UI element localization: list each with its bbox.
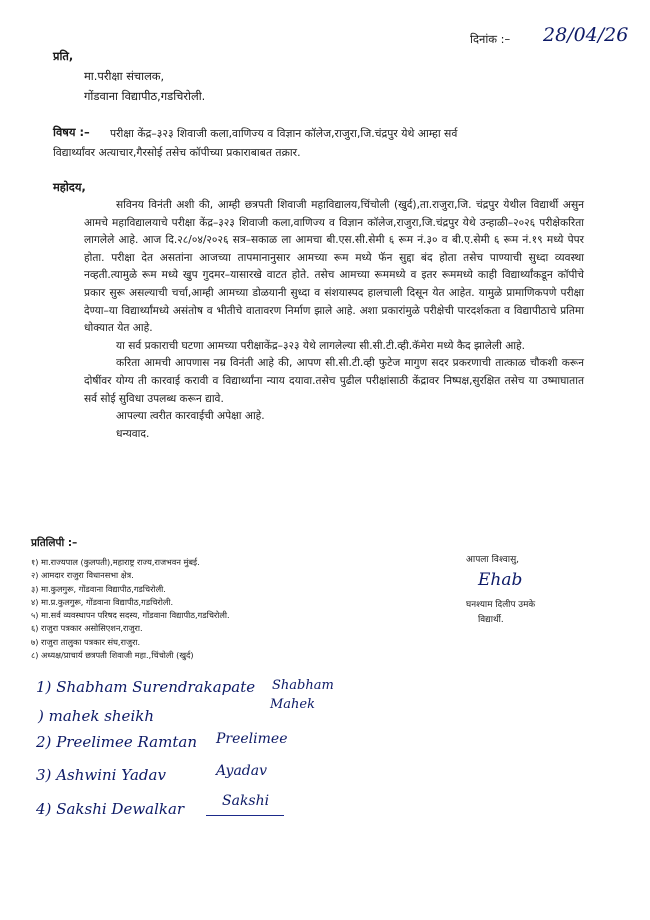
- student-name: Sakshi Dewalkar: [56, 800, 185, 818]
- body-paragraph-1: सविनय विनंती अशी की, आम्ही छत्रपती शिवाजी महाविद्यालय,चिंचोली (खुर्द),ता.राजुरा,जि. चंद्रपुर येथील विद्यार्थी असुन आमचे महाविद्यालयाचे परीक्षा केंद्र–३२३ शिवाजी कला,वाणिज्य व विज्ञान कॉलेज,राजुरा,जि.चंद्रपुर येथे उन्हाळी–२०२६ परीक्षेकरिता लागलेले आहे. आज दि.२८/०४/२०२६ सत्र–सकाळ ला आमचा बी.एस.सी.सेमी ६ रूम नं.३० व बी.ए.सेमी ६ रूम नं.१९ मध्ये पेपर होता. परीक्षा देत असतांना आजच्या तापमानानुसार आमच्या रूम मध्ये फॅन सुद्दा बंद होता तसेच पाण्याची सुध्दा व्यवस्था नव्हती.त्यामुळे रूम मध्ये खुप गुदमर–यासारखे वाटत होते. तसेच आमच्या रूममध्ये व इतर रूममध्ये काही विद्यार्थ्यांकडून कॉपीचे प्रकार सुरू असल्याची चर्चा,आम्ही आमच्या डोळयानी सुध्दा व संशयास्पद हालचाली दिसून येत आहेत. यामुळे प्रामाणिकपणे परीक्षा देण्या–या विद्यार्थ्यांमध्ये असंतोष व भीतीचे वातावरण निर्माण झाले आहे. अशा प्रकारांमुळे परीक्षेची पारदर्शकता व विद्यापीठाचे प्रतिमा धोक्यात येत आहे.: [84, 199, 584, 335]
- copy-item: ७) राजुरा तालुका पत्रकार संघ,राजुरा.: [31, 636, 141, 647]
- recipient-line1: मा.परीक्षा संचालक,: [84, 69, 165, 83]
- student-row: ) mahek sheikh: [38, 707, 154, 725]
- subject-line2: विद्यार्थ्यांवर अत्याचार,गैरसोई तसेच कॉपीच्या प्रकाराबाबत तक्रार.: [53, 146, 301, 159]
- copy-item: ६) राजुरा पत्रकार असोसिएशन,राजुरा.: [31, 623, 143, 634]
- copies-title: प्रतिलिपी :–: [31, 537, 78, 549]
- copy-item: ४) मा.प्र.कुलगुरू, गोंडवाना विद्यापीठ,गडचिरोली.: [31, 596, 174, 607]
- subject-label: विषय :–: [53, 125, 90, 139]
- student-signature: Ayadav: [216, 763, 268, 779]
- recipient-to: प्रति,: [53, 49, 74, 63]
- recipient-line2: गोंडवाना विद्यापीठ,गडचिरोली.: [84, 89, 206, 103]
- salutation: महोदय,: [53, 180, 86, 194]
- date-label: दिनांक :–: [470, 32, 511, 46]
- copy-item: २) आमदार राजुरा विधानसभा क्षेत्र.: [31, 570, 134, 581]
- student-signature: Shabham: [272, 678, 334, 693]
- student-name: Preelimee Ramtan: [56, 733, 197, 751]
- body-paragraph-5: धन्यवाद.: [116, 427, 150, 440]
- student-name: mahek sheikh: [48, 707, 154, 725]
- signature-underline: [206, 815, 284, 816]
- student-signature: Preelimee: [216, 731, 288, 747]
- signatory-role: विद्यार्थी.: [478, 615, 504, 625]
- signatory-name: घनश्याम दिलीप उमके: [466, 600, 536, 610]
- student-row: 3) Ashwini Yadav: [36, 766, 166, 784]
- student-name: Ashwini Yadav: [56, 766, 166, 784]
- student-signature: Sakshi: [222, 793, 270, 809]
- student-row: 2) Preelimee Ramtan: [36, 733, 197, 751]
- student-signature: Mahek: [270, 697, 316, 712]
- copy-item: ८) अध्यक्ष/प्राचार्य छत्रपती शिवाजी महा.,चिंचोली (खुर्द): [31, 650, 194, 661]
- copies-list: [31, 556, 230, 662]
- copy-item: १) मा.राज्यपाल (कुलपती),महाराष्ट्र राज्य,राजभवन मुंबई.: [31, 557, 200, 567]
- body-paragraph-3: करिता आमची आपणास नम्र विनंती आहे की, आपण सी.सी.टी.व्ही फुटेज मागुण सदर प्रकरणाची तात्काळ चौकशी करून दोषींवर योग्य ती कारवाई करावी व विद्यार्थ्यांना न्याय दयावा.तसेच पुढील परीक्षांसाठी केंद्रावर निष्पक्ष,सुरक्षित तसेच या उष्माघातात सर्व सोई सुविधा उपलब्ध करून द्यावे.: [84, 357, 584, 405]
- student-row: 1) Shabham Surendrakapate: [36, 678, 256, 696]
- letter-body: [84, 197, 584, 443]
- body-paragraph-4: आपल्या त्वरीत कारवाईची अपेक्षा आहे.: [116, 410, 265, 423]
- copy-item: ३) मा.कुलगुरू, गोंडवाना विद्यापीठ,गडचिरोली.: [31, 583, 166, 594]
- date-handwritten: 28/04/26: [543, 24, 629, 46]
- body-paragraph-2: या सर्व प्रकाराची घटणा आमच्या परीक्षाकेंद्र–३२३ येथे लागलेल्या सी.सी.टी.व्ही.कॅमेरा मध्ये कैद झालेली आहे.: [116, 339, 526, 352]
- student-name: Shabham Surendrakapate: [56, 678, 256, 696]
- signature-main: Ehab: [478, 570, 523, 590]
- closing: आपला विश्वासु,: [466, 555, 520, 565]
- copy-item: ५) मा.सर्व व्यवस्थापन परिषद सदस्य, गोंडवाना विद्यापीठ,गडचिरोली.: [31, 610, 230, 621]
- subject-line1: परीक्षा केंद्र–३२३ शिवाजी कला,वाणिज्य व विज्ञान कॉलेज,राजुरा,जि.चंद्रपुर येथे आम्हा सर्व: [110, 127, 458, 140]
- student-row: 4) Sakshi Dewalkar: [36, 800, 185, 818]
